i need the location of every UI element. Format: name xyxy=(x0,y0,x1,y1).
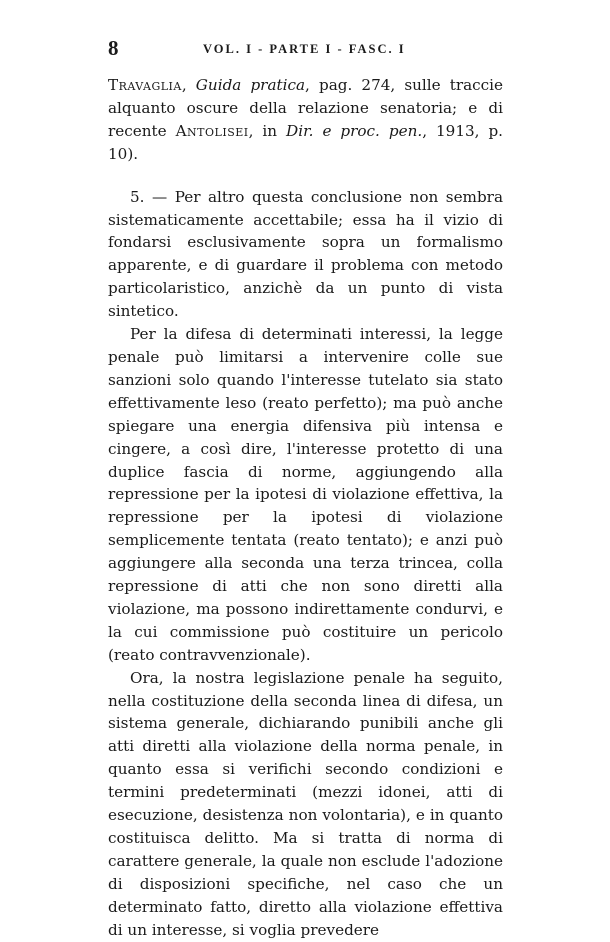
work-title: Dir. e proc. pen. xyxy=(286,121,423,140)
author-name: Antolisei xyxy=(175,121,249,140)
footnote-continuation: Travaglia, Guida pratica, pag. 274, sulle traccie alquanto oscure della relazione senatoria; e di recente Antolisei, in Dir. e proc. pen., 1913, p. 10). xyxy=(108,76,504,163)
book-page xyxy=(108,36,503,942)
work-title: Guida pratica xyxy=(195,76,306,94)
paragraph-legislation: Ora, la nostra legislazione penale ha seguito, nella costituzione della seconda linea di difesa, un sistema generale, dichiarando punibili anche gli atti diretti alla violazione della norma penale, in quanto essa si verifichi secondo condizioni e termini predeterminati (mezzi idonei, atti di esecuzione, desistenza non volontaria), e in quanto costituisca delitto. Ma si tratta di norma di carattere generale, la quale non esclude l'adozione di disposizioni specifiche, nel caso che un determinato fatto, diretto alla violazione effettiva di un interesse, si voglia prevedere xyxy=(108,668,503,939)
page-header xyxy=(108,36,503,64)
author-name: Travaglia xyxy=(108,76,182,94)
body-text xyxy=(108,74,503,942)
paragraph-section-5: 5. — Per altro questa conclusione non sembra sistematicamente accettabile; essa ha il vizio di fondarsi esclusivamente sopra un formalismo apparente, e di guardare il problema con metodo particolaristico, anzichè da un punto di vista sintetico. xyxy=(108,187,503,321)
running-head: VOL. I - PARTE I - FASC. I xyxy=(203,42,406,56)
paragraph-defense-of-interests: Per la difesa di determinati interessi, la legge penale può limitarsi a intervenire colle sue sanzioni solo quando l'interesse tutelato sia stato effettivamente leso (reato perfetto); ma può anche spiegare una energia difensiva più intensa e cingere, a così dire, l'interesse protetto di una duplice fascia di norme, aggiungendo alla repressione per la ipotesi di violazione effettiva, la repressione per la ipotesi di violazione semplicemente tentata (reato tentato); e anzi può aggiungere alla seconda una terza trincea, colla repressione di atti che non sono diretti alla violazione, ma possono indirettamente condurvi, e la cui commissione può costituire un pericolo (reato contravvenzionale). xyxy=(108,325,503,664)
page-number: 8 xyxy=(108,36,119,60)
